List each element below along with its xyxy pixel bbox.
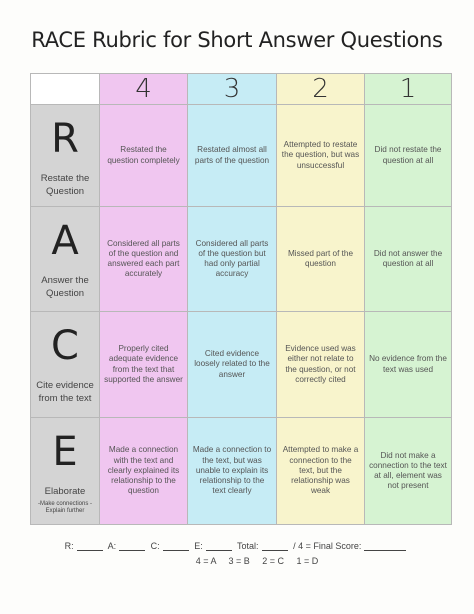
c-score-label: C:: [150, 541, 160, 551]
row-label: Elaborate: [44, 486, 86, 497]
rubric-cell: Made a connection with the text and clearly explained its relationship to the question: [99, 417, 188, 525]
rubric-table: [30, 73, 452, 525]
row-header-restate: [30, 104, 100, 207]
header-corner-cell: [30, 73, 100, 105]
rubric-cell: Restated the question completely: [99, 104, 188, 207]
rubric-cell: Attempted to restate the question, but was unsuccessful: [276, 104, 365, 207]
rubric-cell: Properly cited adequate evidence from the text that supported the answer: [99, 311, 188, 418]
rubric-cell: Evidence used was either not relate to the question, or not correctly cited: [276, 311, 365, 418]
r-score-label: R:: [64, 541, 74, 551]
row-label: Restate the Question: [40, 173, 90, 197]
score-header-1: 1: [364, 73, 452, 105]
rubric-cell: No evidence from the text was used: [364, 311, 452, 418]
row-letter: C: [51, 323, 79, 369]
a-score-label: A:: [107, 541, 117, 551]
row-header-answer: [30, 206, 100, 312]
grade-key: 4 = A 3 = B 2 = C 1 = D: [195, 556, 319, 566]
score-line: [0, 541, 474, 551]
row-letter: A: [51, 218, 79, 264]
row-header-cite: [30, 311, 100, 418]
score-header-4: 4: [99, 73, 188, 105]
rubric-cell: Did not restate the question at all: [364, 104, 452, 207]
rubric-cell: Did not answer the question at all: [364, 206, 452, 312]
row-header-elaborate: [30, 417, 100, 525]
r-score-blank[interactable]: [77, 550, 103, 551]
row-label: Cite evidence from the text: [36, 380, 94, 404]
score-header-2: 2: [276, 73, 365, 105]
score-header-3: 3: [187, 73, 277, 105]
rubric-cell: Cited evidence loosely related to the answer: [187, 311, 277, 418]
e-score-blank[interactable]: [206, 550, 232, 551]
rubric-cell: Considered all parts of the question but had only partial accuracy: [187, 206, 277, 312]
rubric-cell: Made a connection to the text, but was unable to explain its relationship to the text clearly: [187, 417, 277, 525]
total-blank[interactable]: [262, 550, 288, 551]
a-score-blank[interactable]: [119, 550, 145, 551]
final-score-label: / 4 = Final Score:: [293, 541, 362, 551]
rubric-cell: Missed part of the question: [276, 206, 365, 312]
c-score-blank[interactable]: [163, 550, 189, 551]
rubric-cell: Restated almost all parts of the question: [187, 104, 277, 207]
row-letter: E: [52, 429, 78, 475]
row-sublabel: -Make connections -Explain further: [37, 500, 93, 514]
rubric-cell: Did not make a connection to the text at all, element was not present: [364, 417, 452, 525]
row-letter: R: [51, 116, 79, 162]
e-score-label: E:: [194, 541, 203, 551]
rubric-cell: Attempted to make a connection to the text, but the relationship was weak: [276, 417, 365, 525]
rubric-cell: Considered all parts of the question and answered each part accurately: [99, 206, 188, 312]
page-title: RACE Rubric for Short Answer Questions: [31, 28, 443, 52]
final-score-blank[interactable]: [364, 550, 406, 551]
total-label: Total:: [237, 541, 259, 551]
row-label: Answer the Question: [41, 275, 89, 299]
